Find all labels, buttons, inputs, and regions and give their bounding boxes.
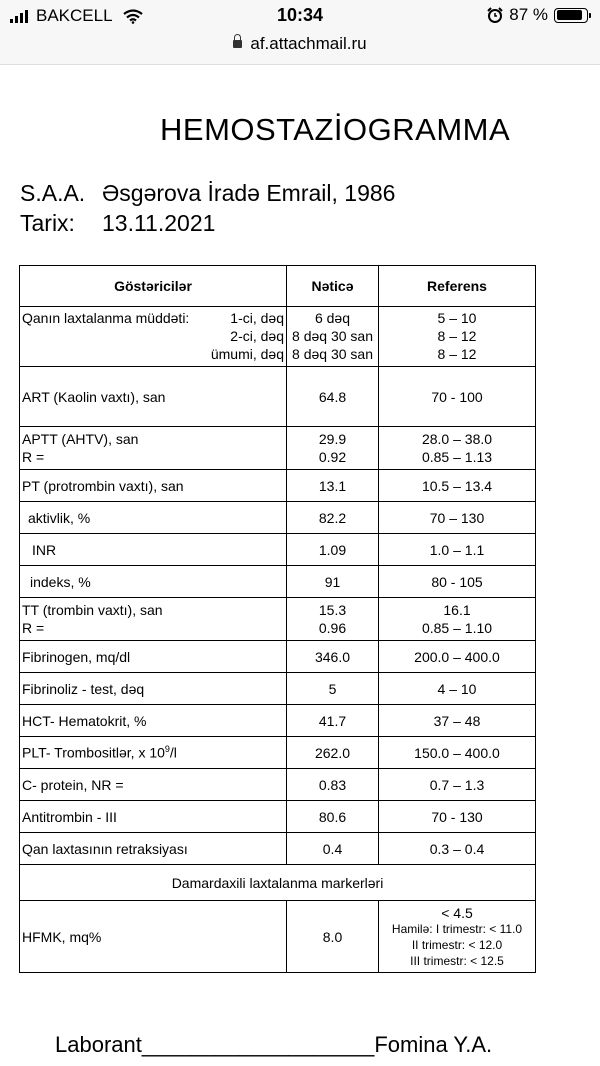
reference: 80 - 105: [379, 566, 536, 598]
indicator-sub: ümumi, dəq: [210, 346, 284, 362]
status-bar: [0, 0, 600, 30]
signature-name: Fomina Y.A.: [374, 1032, 493, 1057]
indicator: Qanın laxtalanma müddəti:: [22, 310, 190, 326]
result: 262.0: [287, 737, 379, 769]
reference: 150.0 – 400.0: [379, 737, 536, 769]
result: 80.6: [287, 801, 379, 833]
indicator: C- protein, NR =: [20, 769, 287, 801]
result: 0.96: [318, 620, 347, 636]
indicator: HCT- Hematokrit, %: [20, 705, 287, 737]
indicator: TT (trombin vaxtı), san: [22, 602, 163, 618]
patient-label: S.A.A.: [20, 180, 86, 206]
indicator-superscript: 9: [164, 744, 170, 755]
result: 13.1: [287, 470, 379, 502]
result: 1.09: [287, 534, 379, 566]
table-row: [20, 566, 536, 598]
date-line: [20, 210, 215, 237]
indicator: Qan laxtasının retraksiyası: [20, 833, 287, 865]
table-row: [20, 673, 536, 705]
table-row: [20, 901, 536, 973]
result: 346.0: [287, 641, 379, 673]
reference: 37 – 48: [379, 705, 536, 737]
table-row: [20, 307, 536, 367]
reference: 70 - 100: [379, 367, 536, 427]
table-row: [20, 470, 536, 502]
signature-blank: ___________________: [141, 1032, 375, 1057]
result: 64.8: [287, 367, 379, 427]
lock-icon: [233, 40, 242, 48]
header-indicators: Göstəricilər: [20, 266, 287, 307]
table-row: [20, 502, 536, 534]
result: 0.4: [287, 833, 379, 865]
signature-line: [55, 1032, 492, 1058]
table-row: [20, 833, 536, 865]
result: 6 dəq: [314, 310, 351, 326]
battery-icon: [554, 8, 588, 23]
table-row: [20, 737, 536, 769]
table-header: [20, 266, 536, 307]
reference: 0.3 – 0.4: [379, 833, 536, 865]
result: 29.9: [318, 431, 347, 447]
result: 8 dəq 30 san: [292, 346, 373, 362]
indicator: PT (protrombin vaxtı), san: [20, 470, 287, 502]
table-row: [20, 641, 536, 673]
header-result: Nəticə: [287, 266, 379, 307]
date-label: Tarix:: [20, 210, 75, 236]
table-row: [20, 534, 536, 566]
result: 8 dəq 30 san: [292, 328, 373, 344]
battery-percent: 87 %: [509, 5, 548, 24]
reference: 0.7 – 1.3: [379, 769, 536, 801]
indicator: APTT (AHTV), san: [22, 431, 139, 447]
reference: II trimestr: < 12.0: [411, 937, 503, 952]
section-row: [20, 865, 536, 901]
indicator: Fibrinoliz - test, dəq: [20, 673, 287, 705]
result: 8.0: [287, 901, 379, 973]
table-row: [20, 427, 536, 470]
indicator: HFMK, mq%: [20, 901, 287, 973]
signature-label: Laborant: [55, 1032, 142, 1057]
reference: 8 – 12: [437, 346, 477, 362]
table-row: [20, 598, 536, 641]
result: 15.3: [318, 602, 347, 618]
patient-line: [20, 180, 395, 207]
address-bar[interactable]: [0, 30, 600, 65]
document-title: HEMOSTAZİOGRAMMA: [160, 112, 511, 147]
reference: Hamilə: I trimestr: < 11.0: [391, 921, 523, 936]
url-text: af.attachmail.ru: [250, 34, 367, 53]
result: 0.83: [287, 769, 379, 801]
indicator: PLT- Trombositlər, x 10: [22, 744, 165, 761]
reference: < 4.5: [441, 904, 473, 921]
reference: 0.85 – 1.10: [421, 620, 493, 636]
reference: 5 – 10: [437, 310, 477, 326]
carrier-name: BAKCELL: [36, 6, 113, 25]
indicator: Fibrinogen, mq/dl: [20, 641, 287, 673]
alarm-icon: [487, 7, 503, 23]
patient-name: Əsgərova İradə Emrail, 1986: [102, 180, 396, 206]
reference: 1.0 – 1.1: [379, 534, 536, 566]
table-row: [20, 769, 536, 801]
reference: 0.85 – 1.13: [421, 449, 493, 465]
header-reference: Referens: [379, 266, 536, 307]
reference: 200.0 – 400.0: [379, 641, 536, 673]
indicator: aktivlik, %: [20, 502, 287, 534]
table-row: [20, 367, 536, 427]
clock: 10:34: [276, 5, 324, 25]
indicator-sub: 1-ci, dəq: [230, 310, 284, 326]
reference: 10.5 – 13.4: [379, 470, 536, 502]
indicator: indeks, %: [20, 566, 287, 598]
result: 91: [287, 566, 379, 598]
results-table: [19, 265, 536, 973]
table-row: [20, 705, 536, 737]
indicator-sub: R =: [22, 449, 45, 465]
reference: 8 – 12: [437, 328, 477, 344]
indicator: INR: [20, 534, 287, 566]
result: 0.92: [318, 449, 347, 465]
result: 82.2: [287, 502, 379, 534]
reference: 70 – 130: [379, 502, 536, 534]
indicator: Antitrombin - III: [20, 801, 287, 833]
reference: 16.1: [443, 602, 471, 618]
table-row: [20, 801, 536, 833]
reference: 28.0 – 38.0: [421, 431, 493, 447]
reference: 4 – 10: [379, 673, 536, 705]
section-title: Damardaxili laxtalanma markerləri: [20, 865, 536, 901]
indicator-unit: /l: [169, 744, 177, 761]
reference: 70 - 130: [379, 801, 536, 833]
indicator-sub: R =: [22, 620, 45, 636]
result: 41.7: [287, 705, 379, 737]
reference: III trimestr: < 12.5: [410, 953, 504, 968]
date-value: 13.11.2021: [102, 210, 216, 236]
result: 5: [287, 673, 379, 705]
indicator: ART (Kaolin vaxtı), san: [20, 367, 287, 427]
indicator-sub: 2-ci, dəq: [230, 328, 284, 344]
